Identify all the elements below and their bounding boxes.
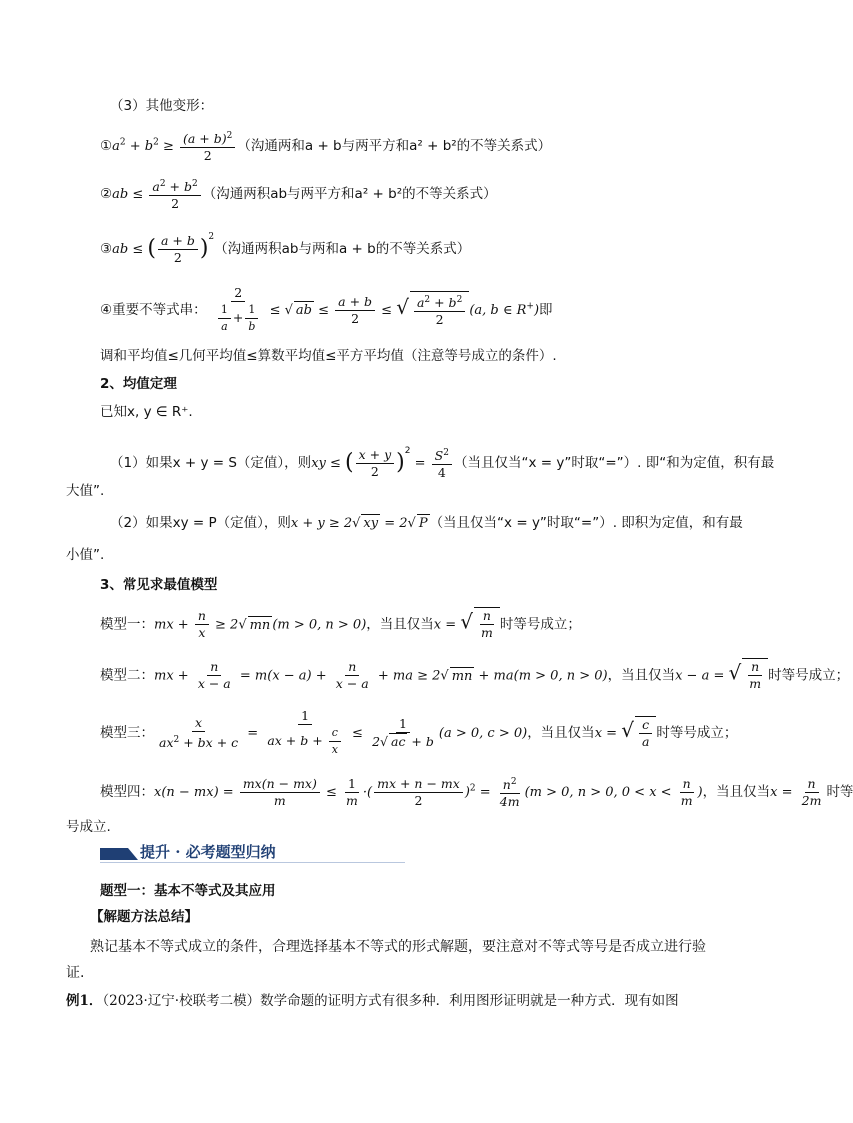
fraction: $\frac{(a + b)^2}{2}$ xyxy=(180,128,235,164)
method-summary-title: 【解题方法总结】 xyxy=(90,909,198,925)
method-summary-line-2: 证. xyxy=(66,965,85,981)
model-4: 模型四：x(n − mx) = $\frac{mx(n - mx)}{m}$ ≤ $\frac{1}{m}$ ·( $\frac{mx + n - mx}{2}$ )$^2$ = $\frac{n^2}{4m}$ (m > 0, n > 0, 0 < x < $\frac{n}{m}$ )，当且仅当x = $\frac{n}{2m}$ 时等 xyxy=(100,775,853,810)
case-1-prefix: （1）如果x + y = S（定值），则 xyxy=(110,455,312,471)
case-2-prefix: （2）如果xy = P（定值），则 xyxy=(110,515,291,531)
banner-title: 提升 · 必考题型归纳 xyxy=(140,843,276,861)
model-2-condition: ，当且仅当 xyxy=(607,667,676,684)
model-2-end: 时等号成立； xyxy=(768,667,850,684)
example-1-text: （2023·辽宁·校联考二模）数学命题的证明方式有很多种．利用图形证明就是一种方式．现有如图 xyxy=(102,993,679,1009)
model-3: 模型三： $\frac{x}{ax^2 + bx + c}$ = 1 ax + b + $\frac{c}{x}$ ≤ $\frac{1}{2√ ac + b}$ (a > 0, c > 0)，当且仅当x = √ $\frac{c}{a}$ 时等号成立； xyxy=(100,708,738,756)
model-4-label: 模型四： xyxy=(100,784,154,801)
question-type-title: 题型一：基本不等式及其应用 xyxy=(100,883,276,899)
theorem-case-1: （1）如果x + y = S（定值），则xy ≤ ( $\frac{x + y}{2}$ )$^2$ = $\frac{S^2}{4}$ （当且仅当“x = y”时取“=”）. 即“和为定值，积有最 xyxy=(110,446,775,481)
inequality-item-1: $①a^2 + b^2$ ≥ $\frac{(a + b)^2}{2}$ （沟通两和a + b与两平方和a² + b²的不等关系式） xyxy=(100,128,551,164)
banner-bar xyxy=(100,848,128,860)
section-banner xyxy=(100,840,405,864)
model-4-end: 时等 xyxy=(826,784,853,801)
given-condition: 已知x, y ∈ R⁺. xyxy=(100,404,193,420)
model-2: 模型二：mx + $\frac{n}{x - a}$ = m(x − a) + $\frac{n}{x - a}$ + ma ≥ 2√ mn + ma(m > 0, n > 0)，当且仅当x − a = √ $\frac{n}{m}$ 时等号成立； xyxy=(100,659,850,691)
section-heading-other-forms: （3）其他变形： xyxy=(110,98,214,114)
model-4-wrap: 号成立. xyxy=(66,819,111,835)
model-3-condition: ，当且仅当 xyxy=(527,725,595,741)
model-2-label: 模型二： xyxy=(100,667,154,684)
model-3-label: 模型三： xyxy=(100,725,154,741)
item-2-note: （沟通两积ab与两平方和a² + b²的不等关系式） xyxy=(202,186,497,203)
section-title-mean-theorem: 2、均值定理 xyxy=(100,376,177,392)
section-title-models: 3、常见求最值模型 xyxy=(100,577,218,593)
model-3-end: 时等号成立； xyxy=(656,725,738,741)
inequality-item-4: ④重要不等式串： 2 $\frac{1}{a}$ + $\frac{1}{b}$ ≤ √ ab ≤ $\frac{a + b}{2}$ ≤ √ $\frac{a^2 + b^2}{2}$ (a, b ∈ R+)即 xyxy=(100,285,553,333)
item-4-label: ④重要不等式串： xyxy=(100,302,207,318)
model-1-label: 模型一： xyxy=(100,616,154,633)
method-summary-line-1: 熟记基本不等式成立的条件，合理选择基本不等式的形式解题，要注意对不等式等号是否成立进行验 xyxy=(90,939,706,955)
harmonic-mean-fraction: 2 $\frac{1}{a}$ + $\frac{1}{b}$ xyxy=(213,285,264,335)
model-1-end: 时等号成立； xyxy=(499,616,581,633)
fraction: $\frac{a + b}{2}$ xyxy=(335,294,375,327)
model-4-condition: ，当且仅当 xyxy=(702,784,771,801)
banner-underline xyxy=(100,862,405,863)
theorem-case-2: （2）如果xy = P（定值），则x + y ≥ 2√ xy = 2√ P （当且仅当“x = y”时取“=”）. 即积为定值，和有最 xyxy=(110,515,743,531)
inequality-item-3: ③ab ≤ ( $\frac{a + b}{2}$ )$^2$（沟通两积ab与两和a + b的不等关系式） xyxy=(100,232,471,265)
fraction: $\frac{a + b}{2}$ xyxy=(158,233,198,266)
fraction: $\frac{a^2 + b^2}{2}$ xyxy=(149,176,200,212)
case-2-suffix: （当且仅当“x = y”时取“=”）. 即积为定值，和有最 xyxy=(429,515,743,531)
case-2-wrap: 小值”. xyxy=(66,547,105,563)
model-1: 模型一：mx + $\frac{n}{x}$ ≥ 2√ mn (m > 0, n > 0)，当且仅当x = √ $\frac{n}{m}$ 时等号成立； xyxy=(100,608,581,640)
model-1-condition: ，当且仅当 xyxy=(366,616,434,633)
mean-summary: 调和平均值≤几何平均值≤算数平均值≤平方平均值（注意等号成立的条件）. xyxy=(100,348,557,364)
banner-arrow xyxy=(128,848,138,860)
example-1 xyxy=(66,992,679,1010)
case-1-wrap: 大值”. xyxy=(66,483,105,499)
inequality-item-2: ②ab ≤ $\frac{a^2 + b^2}{2}$ （沟通两积ab与两平方和a² + b²的不等关系式） xyxy=(100,176,497,212)
item-3-note: （沟通两积ab与两和a + b的不等关系式） xyxy=(214,241,471,257)
item-4-tail: 即 xyxy=(539,302,553,318)
example-1-label: 例1． xyxy=(66,993,103,1009)
case-1-suffix: （当且仅当“x = y”时取“=”）. 即“和为定值，积有最 xyxy=(453,455,775,471)
item-1-note: （沟通两和a + b与两平方和a² + b²的不等关系式） xyxy=(237,138,552,155)
